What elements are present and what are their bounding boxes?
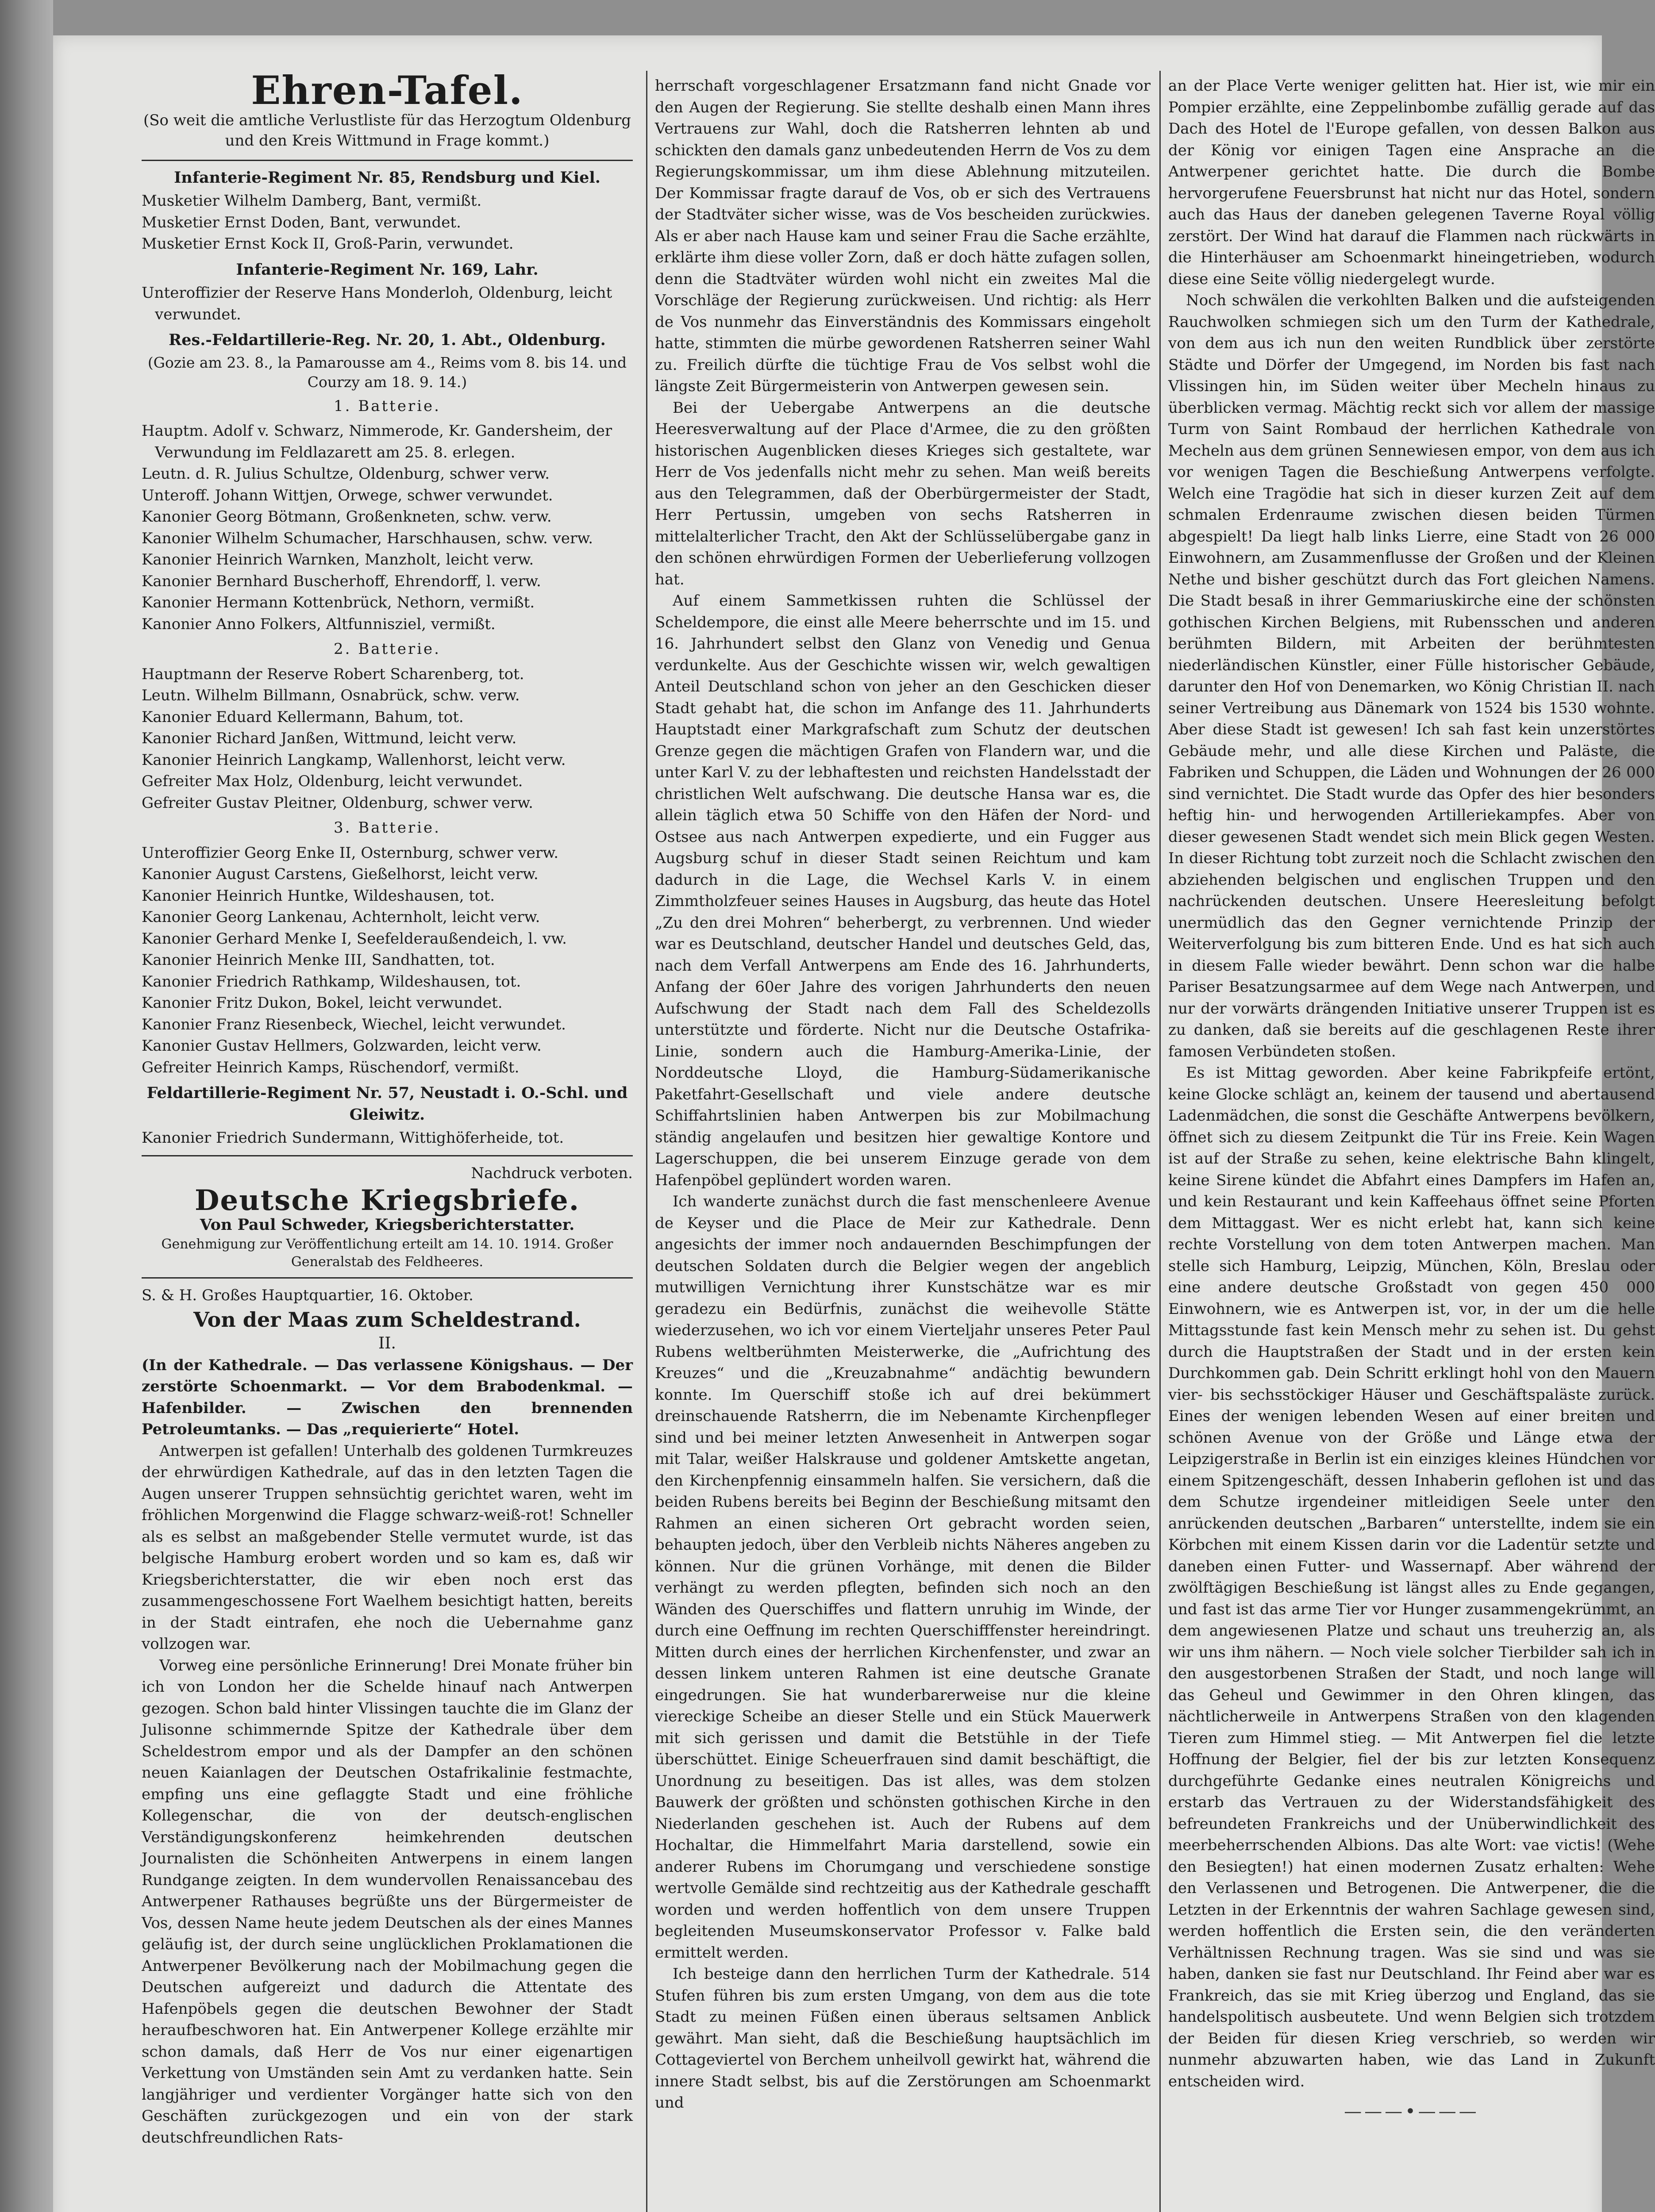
divider <box>142 1155 633 1156</box>
paragraph: Ich besteige dann den herrlichen Turm der Kathedrale. 514 Stufen führen bis zum ersten Umgang, von dem aus die tote Stadt zu meinen Füßen einen überaus seltsamen Anblick gewährt. Man sieht, daß die Beschießung hauptsächlich im Cottageviertel von Berchem unheilvoll gewirkt hat, während die innere Stadt selbst, bis auf die Zerstörungen am Schoenmarkt und <box>655 1965 1151 2112</box>
column-3 <box>1168 75 1655 2212</box>
casualty-entry: Kanonier Georg Lankenau, Achternholt, leicht verw. <box>142 908 540 926</box>
casualty-entry: Kanonier Bernhard Buscherhoff, Ehrendorff, l. verw. <box>142 572 541 590</box>
casualty-entry: Kanonier Fritz Dukon, Bokel, leicht verwundet. <box>142 994 503 1012</box>
entry-list <box>142 842 633 1079</box>
paragraph: Vorweg eine persönliche Erinnerung! Drei Monate früher bin ich von London her die Schelde hinauf nach Antwerpen gezogen. Schon bald hinter Vlissingen tauchte die im Glanz der Julisonne schimmernde Spitze der Kathedrale über dem Scheldestrom empor und als der Dampfer an den schönen neuen Kaianlagen der Deutschen Ostafrikalinie festmachte, empfing uns eine geflaggte Stadt und eine fröhliche Kollegenschar, die von der deutsch-englischen Verständigungskonferenz heimkehrenden deutschen Journalisten die Schönheiten Antwerpens in einem langen Rundgange zeigten. In dem wundervollen Renaissancebau des Antwerpener Rathauses begrüßte uns der Bürgermeister de Vos, dessen Name heute jedem Deutschen als der eines Mannes geläufig ist, der durch seine unglücklichen Proklamationen die Antwerpener Bevölkerung nach der Mobilmachung gegen die Deutschen aufgereizt und dadurch die Attentate des Hafenpöbels gegen die deutschen Bewohner der Stadt heraufbeschworen hat. Ein Antwerpener Kollege erzählte mir schon damals, daß Herr de Vos nur einer eigenartigen Verkettung von Umständen sein Amt zu verdanken hatte. Sein langjähriger und verdienter Vorgänger hatte sich von den Geschäften zurückgezogen und ein von der stark deutschfreundlichen Rats- <box>142 1656 633 2147</box>
casualty-entry: Kanonier Heinrich Warnken, Manzholt, leicht verw. <box>142 551 534 568</box>
casualty-entry: Unteroffizier Georg Enke II, Osternburg, schwer verw. <box>142 844 559 862</box>
battery-heading: 3. Batterie. <box>333 819 441 837</box>
column-rule <box>1159 71 1161 2212</box>
battery-heading: 1. Batterie. <box>333 397 441 415</box>
casualty-entry: Unteroff. Johann Wittjen, Orwege, schwer verwundet. <box>142 486 553 504</box>
casualty-entry: Gefreiter Gustav Pleitner, Oldenburg, schwer verw. <box>142 794 533 812</box>
article-body <box>655 75 1151 2114</box>
casualty-entry: Gefreiter Heinrich Kamps, Rüschendorf, vermißt. <box>142 1058 520 1076</box>
casualty-entry: Kanonier Eduard Kellermann, Bahum, tot. <box>142 708 464 726</box>
book-binding <box>0 0 53 2212</box>
casualty-entry: Kanonier Heinrich Langkamp, Wallenhorst, leicht verw. <box>142 751 566 769</box>
paragraph: Ich wanderte zunächst durch die fast menschenleere Avenue de Keyser und die Place de Meir zur Kathedrale. Denn angesichts der immer noch andauernden Beschimpfungen der deutschen Soldaten durch die Belgier wegen der angeblich mutwilligen Vernichtung ihrer Kunstschätze war es mir geradezu ein Bedürfnis, zunächst die weihevolle Stätte wiederzusehen, wo ich vor einem Vierteljahr unseres Peter Paul Rubens weltberühmten Meisterwerke, die „Aufrichtung des Kreuzes“ und die „Kreuzabnahme“ andächtig bewundern konnte. Im Querschiff stoße ich auf drei bekümmert dreinschauende Ratsherrn, die im Nebenamte Kirchenpfleger sind und bei meiner letzten Anwesenheit in Antwerpen sogar mit Talar, weißer Halskrause und goldener Amtskette angetan, den Kirchenpfennig einsammeln halfen. Sie versichern, daß die beiden Rubens bereits bei Beginn der Beschießung mitsamt den Rahmen an einen sicheren Ort gebracht worden seien, behaupten jedoch, über den Verbleib nichts Näheres angeben zu können. Nur die grünen Vorhänge, mit denen die Bilder verhängt zu werden pflegten, befinden sich noch an den Wänden des Querschiffes und flattern unruhig im Winde, der durch eine Oeffnung im rechten Querschifffenster hereindringt. Mitten durch eines der herrlichen Kirchenfenster, und zwar an dessen linkem unteren Rahmen ist eine deutsche Granate eingedrungen. Sie hat wunderbarerweise nur die kleine viereckige Scheibe an dieser Stelle und ein Stück Mauerwerk mit sich gerissen und damit die Betstühle in der Tiefe überschüttet. Einige Scheuerfrauen sind damit beschäftigt, die Unordnung zu beseitigen. Das ist alles, was dem stolzen Bauwerk der größten und schönsten gothischen Kirche in den Niederlanden geschehen ist. Auch der Rubens auf dem Hochaltar, die Himmelfahrt Maria darstellend, sowie ein anderer Rubens im Chorumgang und verschiedene sonstige wertvolle Gemälde sind rechtzeitig aus der Kathedrale geschafft worden und werden hoffentlich von dem unsere Truppen begleitenden Museumskonservator Professor v. Falke bald ermittelt werden. <box>655 1193 1151 1962</box>
entry-list <box>142 1127 633 1149</box>
casualty-entry: Kanonier Hermann Kottenbrück, Nethorn, vermißt. <box>142 594 535 611</box>
entry-list <box>142 664 633 814</box>
casualty-entry: Kanonier Friedrich Sundermann, Wittighöferheide, tot. <box>142 1129 564 1147</box>
casualty-entry: Kanonier Georg Bötmann, Großenkneten, schw. verw. <box>142 508 552 526</box>
column-2 <box>655 75 1151 2212</box>
casualty-entry: Gefreiter Max Holz, Oldenburg, leicht verwundet. <box>142 772 523 790</box>
casualty-entry: Musketier Ernst Doden, Bant, verwundet. <box>142 213 461 231</box>
casualty-entry: Leutn. Wilhelm Billmann, Osnabrück, schw. verw. <box>142 687 520 704</box>
regiment-heading: Infanterie-Regiment Nr. 85, Rendsburg und Kiel. <box>174 168 600 187</box>
column-1 <box>142 67 633 2212</box>
dateline: S. & H. Großes Hauptquartier, 16. Oktober. <box>142 1286 473 1304</box>
regiment-heading: Infanterie-Regiment Nr. 169, Lahr. <box>236 260 539 279</box>
casualty-entry: Kanonier Richard Janßen, Wittmund, leicht verw. <box>142 730 517 747</box>
end-ornament: ———•——— <box>1344 2101 1479 2122</box>
paragraph: herrschaft vorgeschlagener Ersatzmann fand nicht Gnade vor den Augen der Regierung. Sie stellte deshalb einen Mann ihres Vertrauens zur Wahl, doch die Ratsherren lehnten ab und schickten den damals ganz unbedeutenden Herrn de Vos zu dem Regierungskommissar, um ihm diese Ablehnung mitzuteilen. Der Kommissar fragte darauf de Vos, ob er sich des Vertrauens der Stadtväter sicher wisse, was de Vos bescheiden zurückwies. Als er aber nach Hause kam und seiner Frau die Sache erzählte, erklärte ihm diese voller Zorn, daß er doch hätte zufagen sollen, denn die Stadtväter würden wohl nicht ein zweites Mal die Vorschläge der Regierung zurückweisen. Und richtig: als Herr de Vos nunmehr das Einverständnis des Kommissars eingeholt hatte, stimmten die mürbe gewordenen Ratsherren seiner Wahl zu. Freilich dürfte die tüchtige Frau de Vos selbst wohl die längste Zeit Bürgermeisterin von Antwerpen gewesen sein. <box>655 77 1151 395</box>
casualty-entry: Musketier Ernst Kock II, Groß-Parin, verwundet. <box>142 235 514 253</box>
paragraph: Antwerpen ist gefallen! Unterhalb des goldenen Turmkreuzes der ehrwürdigen Kathedrale, auf das in den letzten Tagen die Augen unserer Truppen sehnsüchtig gerichtet waren, weht im fröhlichen Morgenwind die Flagge schwarz-weiß-rot! Schneller als es selbst an maßgebender Stelle vermutet wurde, ist das belgische Hamburg erobert worden und so kam es, daß wir Kriegsberichterstatter, die wir eben noch erst das zusammengeschossene Fort Waelhem besichtigt hatten, bereits in der Stadt eintrafen, ehe noch die Uebernahme ganz vollzogen war. <box>142 1442 633 1653</box>
article-series-title: Deutsche Kriegsbriefe. <box>194 1184 580 1217</box>
regiment-heading: Res.-Feldartillerie-Reg. Nr. 20, 1. Abt., Oldenburg. <box>169 331 606 349</box>
entry-list <box>142 190 633 255</box>
entry-list <box>142 420 633 635</box>
casualty-entry: Kanonier Heinrich Menke III, Sandhatten, tot. <box>142 951 495 969</box>
regiment-heading: Feldartillerie-Regiment Nr. 57, Neustadt i. O.-Schl. und Gleiwitz. <box>146 1084 628 1124</box>
article-headline: Von der Maas zum Scheldestrand. <box>193 1307 581 1332</box>
byline: Von Paul Schweder, Kriegsberichterstatter. <box>200 1215 575 1234</box>
battery-heading: 2. Batterie. <box>333 640 441 658</box>
divider <box>142 1277 633 1279</box>
casualty-entry: Musketier Wilhelm Damberg, Bant, vermißt. <box>142 192 482 210</box>
article-body <box>142 1440 633 2149</box>
casualty-entry: Kanonier Gustav Hellmers, Golzwarden, leicht verw. <box>142 1037 542 1055</box>
casualty-entry: Kanonier August Carstens, Gießelhorst, leicht verw. <box>142 865 539 883</box>
casualty-entry: Unteroffizier der Reserve Hans Monderloh, Oldenburg, leicht verwundet. <box>142 284 612 323</box>
newspaper-page <box>53 35 1655 2212</box>
honor-roll-intro: (So weit die amtliche Verlustliste für das Herzogtum Oldenburg und den Kreis Wittmund in Frage kommt.) <box>143 111 631 150</box>
casualty-entry: Leutn. d. R. Julius Schultze, Oldenburg, schwer verw. <box>142 465 550 483</box>
paragraph: Auf einem Sammetkissen ruhten die Schlüssel der Scheldempore, die einst alle Meere beherrschte und im 15. und 16. Jahrhundert selbst den Glanz von Venedig und Genua verdunkelte. Aus der Geschichte wissen wir, welch gewaltigen Anteil Deutschland schon von jeher an den Geschicken dieser Stadt gehabt hat, die schon im Anfange des 11. Jahrhunderts Hauptstadt einer Markgrafschaft zum Schutz der deutschen Grenze gegen die mächtigen Grafen von Flandern war, und die unter Karl V. zu der lebhaftesten und reichsten Handelsstadt der christlichen Welt aufschwang. Die deutsche Hansa war es, die allein täglich etwa 50 Schiffe von den Häfen der Nord- und Ostsee aus nach Antwerpen expedierte, und ein Fugger aus Augsburg schuf in dieser Stadt seinen Reichtum und kam dadurch in die Lage, die Wechsel Karls V. in einem Zimmtholzfeuer seines Hauses in Augsburg, das heute das Hotel „Zu den drei Mohren“ beherbergt, zu verbrennen. Und wieder war es Deutschland, deutscher Handel und deutsches Geld, das, nach dem Verfall Antwerpens am Ende des 16. Jahrhunderts, Anfang der 60er Jahre des vorigen Jahrhunderts den neuen Aufschwung der Stadt nach dem Fall des Scheldezolls unterstützte und förderte. Nicht nur die Deutsche Ostafrika-Linie, sondern auch die Hamburg-Amerika-Linie, der Norddeutsche Lloyd, die Hamburg-Südamerikanische Paketfahrt-Gesellschaft und viele andere deutsche Schiffahrtslinien haben Antwerpen bis zur Mobilmachung ständig angelaufen und besitzen hier gewaltige Kontore und Lagerschuppen, die bei unserem Einzuge gerade von dem Hafenpöbel geplündert worden waren. <box>655 592 1151 1189</box>
divider <box>142 160 633 161</box>
paragraph: an der Place Verte weniger gelitten hat. Hier ist, wie mir ein Pompier erzählte, eine Zeppelinbombe zufällig gerade auf das Dach des Hotel de l'Europe gefallen, von dessen Balkon aus der König vor einigen Tagen eine Ansprache an die Antwerpener gerichtet hatte. Die durch die Bombe hervorgerufene Feuersbrunst hat nicht nur das Hotel, sondern auch das Haus der daneben gelegenen Taverne Royal völlig zerstört. Der Wind hat darauf die Flammen nach rückwärts in die Hinterhäuser am Schoenmarkt hineingetrieben, wodurch diese eine Seite völlig niedergelegt wurde. <box>1168 77 1655 288</box>
casualty-entry: Hauptm. Adolf v. Schwarz, Nimmerode, Kr. Gandersheim, der Verwundung im Feldlazarett am 25. 8. erlegen. <box>142 422 612 461</box>
article-body <box>1168 75 1655 2092</box>
column-rule <box>646 71 647 2212</box>
part-number: II. <box>378 1334 396 1352</box>
censor-approval: Genehmigung zur Veröffentlichung erteilt am 14. 10. 1914. Großer Generalstab des Feldheeres. <box>161 1237 613 1270</box>
casualty-entry: Kanonier Gerhard Menke I, Seefelderaußendeich, l. vw. <box>142 929 567 948</box>
regiment-note: (Gozie am 23. 8., la Pamarousse am 4., Reims vom 8. bis 14. und Courzy am 18. 9. 14.) <box>147 353 627 391</box>
article-summary: (In der Kathedrale. — Das verlassene Königshaus. — Der zerstörte Schoenmarkt. — Vor dem Brabodenkmal. — Hafenbilder. — Zwischen den brennenden Petroleumtanks. — Das „requierierte“ Hotel. <box>142 1356 633 1438</box>
honor-roll-title: Ehren-Tafel. <box>251 67 523 113</box>
casualty-entry: Kanonier Wilhelm Schumacher, Harschhausen, schw. verw. <box>142 529 593 547</box>
casualty-entry: Kanonier Anno Folkers, Altfunnisziel, vermißt. <box>142 615 496 633</box>
paragraph: Es ist Mittag geworden. Aber keine Fabrikpfeife ertönt, keine Glocke schlägt an, keinem der tausend und abertausend Ladenmädchen, die sonst die Geschäfte Antwerpens bevölkern, öffnet sich zu diesem Zeitpunkt die Tür ins Freie. Kein Wagen ist auf der Straße zu sehen, keine elektrische Bahn klingelt, keine Sirene kündet die Abfahrt eines Dampfers im Hafen an, und kein Restaurant und kein Kaffeehaus öffnet seine Pforten dem Mittaggast. Wer es nicht erlebt hat, kann sich keine rechte Vorstellung von dem toten Antwerpen machen. Man stelle sich Hamburg, Leipzig, München, Köln, Breslau oder eine andere deutsche Großstadt von gegen 450 000 Einwohnern, wie es Antwerpen ist, vor, in der um die helle Mittagsstunde fast kein Mensch mehr zu sehen ist. Du gehst durch die Hauptstraßen der Stadt und in der ersten kein Durchkommen gab. Dein Schritt erklingt hohl von den Mauern vier- bis sechsstöckiger Häuser und Geschäftspaläste zurück. Eines der wenigen lebenden Wesen auf einer breiten und schönen Avenue von der Größe und Länge etwa der Leipzigerstraße in Berlin ist ein einziges kleines Hündchen vor einem Spitzengeschäft, dessen Inhaberin geflohen ist und das dem Schutze irgendeiner mitleidigen Seele unter den anrückenden deutschen „Barbaren“ unterstellte, indem sie ein Körbchen mit einem Kissen darin vor die Ladentür setzte und daneben einen Futter- und Wassernapf. Aber während der zwölftägigen Beschießung ist längst alles zu Ende gegangen, und fast ist das arme Tier vor Hunger zusammengekrümmt, an dem angewiesenen Platze und schaut uns treuherzig an, als wir uns ihm nähern. — Noch viele solcher Tierbilder sah ich in den ausgestorbenen Straßen der Stadt, und noch lange will das Geheul und Gewimmer in den Ohren klingen, das nächtlicherweile in Antwerpens Straßen von den klagenden Tieren zum Himmel stieg. — Mit Antwerpen fiel die letzte Hoffnung der Belgier, fiel der bis zur letzten Konsequenz durchgeführte Gedanke eines neutralen Königreichs und erstarb das Vertrauen zu der Widerstandsfähigkeit des befreundeten Frankreichs und der Unüberwindlichkeit des meerbeherrschenden Albions. Das alte Wort: vae victis! (Wehe den Besiegten!) hat einen modernen Zusatz erhalten: Wehe den Verlassenen und Betrogenen. Die Antwerpener, die die Letzten in der Erkenntnis der wahren Sachlage gewesen sind, werden hoffentlich die Ersten sein, die den veränderten Verhältnissen Rechnung tragen. Was sie sind und was sie haben, danken sie fast nur Deutschland. Ihr Feind aber war es Frankreich, das sie mit Krieg überzog und England, das sie handelspolitisch ausbeutete. Und wenn Belgien sich trotzdem der Beiden für diesen Krieg verschrieb, so werden wir nunmehr abzuwarten haben, wie das Land in Zukunft entscheiden wird. <box>1168 1064 1655 2090</box>
casualty-entry: Hauptmann der Reserve Robert Scharenberg, tot. <box>142 665 524 683</box>
paragraph: Bei der Uebergabe Antwerpens an die deutsche Heeresverwaltung auf der Place d'Armee, die zu den größten historischen Augenblicken dieses Krieges sich gestaltete, war Herr de Vos jedenfalls nicht mehr zu sehen. Man weiß bereits aus den Telegrammen, daß der Oberbürgermeister der Stadt, Herr Pertussin, umgeben von sechs Ratsherren in mittelalterlicher Tracht, den Akt der Schlüsselübergabe ganz in den schönen ehrwürdigen Formen der Ueberlieferung vollzogen hat. <box>655 399 1151 588</box>
reprint-notice: Nachdruck verboten. <box>471 1164 633 1182</box>
casualty-entry: Kanonier Heinrich Huntke, Wildeshausen, tot. <box>142 887 495 905</box>
paragraph: Noch schwälen die verkohlten Balken und die aufsteigenden Rauchwolken schmiegen sich um den Turm der Kathedrale, von dem aus ich nun den weiten Rundblick über zerstörte Städte und Dörfer der Umgegend, im Norden bis fast nach Vlissingen hin, im Süden weiter über Mecheln hinaus zu überblicken vermag. Mächtig reckt sich vor allem der massige Turm von Saint Rombaud der herrlichen Kathedrale von Mecheln aus dem grünen Sennewiesen empor, von dem aus ich vor wenigen Tagen die Beschießung Antwerpens verfolgte. Welch eine Tragödie hat sich in dieser kurzen Zeit auf dem schmalen Erdenraume zwischen diesen beiden Türmen abgespielt! Da liegt halb links Lierre, eine Stadt von 26 000 Einwohnern, am Zusammenflusse der Großen und der Kleinen Nethe und bisher geschützt durch das Fort gleichen Namens. Die Stadt besaß in ihrer Gemmariuskirche eine der schönsten gothischen Kirchen Belgiens, mit Rubensschen und anderen berühmten Bildern, mit Arbeiten der berühmtesten niederländischen Künstler, einer Fülle historischer Gebäude, darunter den Hof von Denemarken, wo König Christian II. nach seiner Vertreibung aus Dänemark von 1524 bis 1530 wohnte. Aber diese Stadt ist gewesen! Ich sah fast kein unzerstörtes Gebäude mehr, und alle diese Kirchen und Paläste, die Fabriken und Schuppen, die Läden und Wohnungen der 26 000 sind vernichtet. Die Stadt wurde das Opfer des hier besonders heftig hin- und herwogenden Artilleriekampfes. Aber von dieser gewesenen Stadt wendet sich mein Blick gegen Westen. In dieser Richtung tobt zurzeit noch die Schlacht zwischen den abziehenden belgischen und englischen Truppen und den nachrückenden deutschen. Unsere Heeresleitung befolgt unermüdlich das den Gegner vernichtende Prinzip der Weiterverfolgung bis zum bitteren Ende. Und es hat sich auch in diesem Falle wieder bewährt. Denn schon war die halbe Pariser Besatzungsarmee auf dem Wege nach Antwerpen, und nur der vorwärts drängenden Initiative unserer Truppen ist es zu danken, daß sie bereits auf die geschlagenen Reste ihrer famosen Verbündeten stoßen. <box>1168 292 1655 1060</box>
casualty-entry: Kanonier Franz Riesenbeck, Wiechel, leicht verwundet. <box>142 1015 566 1033</box>
casualty-entry: Kanonier Friedrich Rathkamp, Wildeshausen, tot. <box>142 972 521 991</box>
entry-list <box>142 282 633 325</box>
